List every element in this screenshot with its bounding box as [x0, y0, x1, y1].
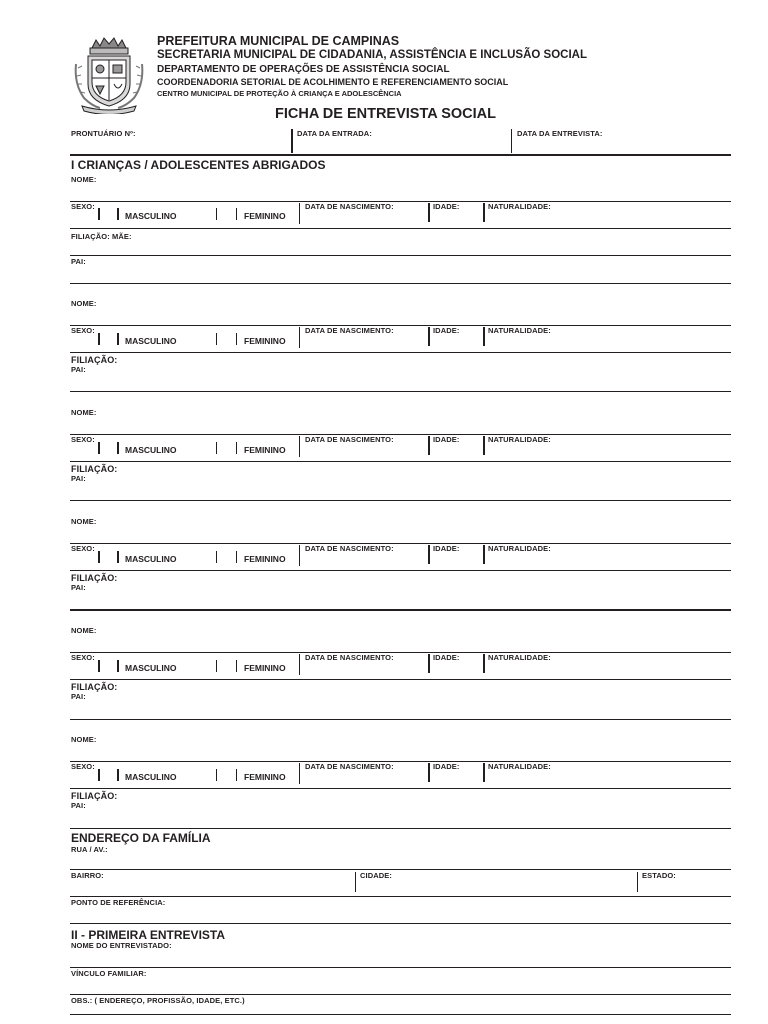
- naturalidade-label: NATURALIDADE:: [488, 544, 551, 553]
- divider: [299, 545, 300, 566]
- feminino-checkbox[interactable]: [236, 660, 237, 672]
- divider: [299, 203, 300, 224]
- feminino-checkbox[interactable]: [236, 769, 237, 781]
- idade-label: IDADE:: [433, 435, 460, 444]
- nome-label: NOME:: [71, 626, 97, 635]
- feminino-option: FEMININO: [244, 663, 286, 673]
- filiacao-label: FILIAÇÃO:: [71, 464, 118, 474]
- divider: [98, 769, 100, 781]
- pai-label: PAI:: [71, 365, 86, 374]
- naturalidade-label: NATURALIDADE:: [488, 762, 551, 771]
- masculino-option: MASCULINO: [125, 554, 177, 564]
- divider: [483, 545, 485, 564]
- nome-entrevistado-label: NOME DO ENTREVISTADO:: [71, 941, 172, 950]
- masculino-option: MASCULINO: [125, 211, 177, 221]
- divider: [299, 654, 300, 675]
- divider: [428, 763, 430, 782]
- divider: [98, 442, 100, 454]
- divider: [70, 154, 731, 156]
- divider: [299, 327, 300, 348]
- masculino-option: MASCULINO: [125, 336, 177, 346]
- masculino-checkbox[interactable]: [117, 769, 119, 781]
- form-title: FICHA DE ENTREVISTA SOCIAL: [275, 106, 496, 122]
- divider: [70, 391, 731, 392]
- divider: [216, 660, 217, 672]
- data-nascimento-label: DATA DE NASCIMENTO:: [305, 326, 394, 335]
- divider: [70, 570, 731, 571]
- divider: [70, 869, 731, 870]
- divider: [70, 679, 731, 680]
- sexo-label: SEXO:: [71, 435, 95, 444]
- rua-label: RUA / AV.:: [71, 845, 108, 854]
- bairro-label: BAIRRO:: [71, 871, 104, 880]
- divider: [70, 500, 731, 501]
- masculino-checkbox[interactable]: [117, 551, 119, 563]
- data-nascimento-label: DATA DE NASCIMENTO:: [305, 435, 394, 444]
- masculino-checkbox[interactable]: [117, 660, 119, 672]
- divider: [98, 333, 100, 345]
- pai-label: PAI:: [71, 692, 86, 701]
- masculino-checkbox[interactable]: [117, 333, 119, 345]
- data-nascimento-label: DATA DE NASCIMENTO:: [305, 202, 394, 211]
- masculino-option: MASCULINO: [125, 772, 177, 782]
- divider: [98, 551, 100, 563]
- sexo-label: SEXO:: [71, 653, 95, 662]
- idade-label: IDADE:: [433, 544, 460, 553]
- pai-label: PAI:: [71, 801, 86, 810]
- divider: [216, 769, 217, 781]
- divider: [98, 208, 100, 220]
- idade-label: IDADE:: [433, 202, 460, 211]
- divider: [299, 763, 300, 784]
- idade-label: IDADE:: [433, 653, 460, 662]
- divider: [428, 545, 430, 564]
- masculino-option: MASCULINO: [125, 445, 177, 455]
- naturalidade-label: NATURALIDADE:: [488, 326, 551, 335]
- divider: [70, 461, 731, 462]
- divider: [70, 434, 731, 435]
- divider: [70, 325, 731, 326]
- data-entrada-label: DATA DA ENTRADA:: [297, 129, 372, 138]
- feminino-checkbox[interactable]: [236, 442, 237, 454]
- divider: [70, 788, 731, 789]
- masculino-checkbox[interactable]: [117, 442, 119, 454]
- divider: [428, 436, 430, 455]
- divider: [291, 129, 293, 153]
- naturalidade-label: NATURALIDADE:: [488, 653, 551, 662]
- data-nascimento-label: DATA DE NASCIMENTO:: [305, 762, 394, 771]
- divider: [70, 201, 731, 202]
- divider: [70, 283, 731, 284]
- feminino-checkbox[interactable]: [236, 208, 237, 220]
- prontuario-label: PRONTUÁRIO Nº:: [71, 129, 136, 138]
- feminino-option: FEMININO: [244, 211, 286, 221]
- feminino-option: FEMININO: [244, 772, 286, 782]
- divider: [483, 327, 485, 346]
- divider: [70, 652, 731, 653]
- divider: [355, 872, 356, 892]
- divider: [98, 660, 100, 672]
- masculino-option: MASCULINO: [125, 663, 177, 673]
- divider: [70, 228, 731, 229]
- divider: [483, 203, 485, 222]
- nome-label: NOME:: [71, 299, 97, 308]
- data-nascimento-label: DATA DE NASCIMENTO:: [305, 544, 394, 553]
- sexo-label: SEXO:: [71, 202, 95, 211]
- divider: [70, 994, 731, 995]
- filiacao-mae-label: FILIAÇÃO: MÃE:: [71, 232, 132, 241]
- nome-label: NOME:: [71, 175, 97, 184]
- divider: [428, 203, 430, 222]
- idade-label: IDADE:: [433, 326, 460, 335]
- pai-label: PAI:: [71, 583, 86, 592]
- divider: [637, 872, 638, 892]
- divider: [216, 551, 217, 563]
- header-line-1: PREFEITURA MUNICIPAL DE CAMPINAS: [157, 34, 400, 48]
- divider: [70, 761, 731, 762]
- filiacao-label: FILIAÇÃO:: [71, 682, 118, 692]
- divider: [70, 923, 731, 924]
- header-line-2: SECRETARIA MUNICIPAL DE CIDADANIA, ASSISTÊNCIA E INCLUSÃO SOCIAL: [157, 49, 587, 61]
- section-endereco-title: ENDEREÇO DA FAMÍLIA: [71, 831, 211, 845]
- idade-label: IDADE:: [433, 762, 460, 771]
- feminino-option: FEMININO: [244, 336, 286, 346]
- sexo-label: SEXO:: [71, 326, 95, 335]
- divider: [511, 129, 512, 153]
- divider: [70, 352, 731, 353]
- divider: [483, 436, 485, 455]
- header-line-3: DEPARTAMENTO DE OPERAÇÕES DE ASSISTÊNCIA SOCIAL: [157, 64, 450, 75]
- feminino-option: FEMININO: [244, 554, 286, 564]
- divider: [70, 609, 731, 611]
- masculino-checkbox[interactable]: [117, 208, 119, 220]
- data-entrevista-label: DATA DA ENTREVISTA:: [517, 129, 603, 138]
- obs-label: OBS.: ( ENDEREÇO, PROFISSÃO, IDADE, ETC.): [71, 996, 245, 1005]
- filiacao-label: FILIAÇÃO:: [71, 791, 118, 801]
- filiacao-label: FILIAÇÃO:: [71, 355, 118, 365]
- divider: [70, 896, 731, 897]
- ponto-referencia-label: PONTO DE REFERÊNCIA:: [71, 898, 166, 907]
- divider: [428, 327, 430, 346]
- pai-label: PAI:: [71, 257, 86, 266]
- feminino-checkbox[interactable]: [236, 551, 237, 563]
- cidade-label: CIDADE:: [360, 871, 392, 880]
- nome-label: NOME:: [71, 735, 97, 744]
- pai-label: PAI:: [71, 474, 86, 483]
- nome-label: NOME:: [71, 517, 97, 526]
- divider: [483, 763, 485, 782]
- divider: [70, 719, 731, 720]
- naturalidade-label: NATURALIDADE:: [488, 202, 551, 211]
- section-entrevista-title: II - PRIMEIRA ENTREVISTA: [71, 928, 226, 942]
- divider: [299, 436, 300, 457]
- divider: [70, 1014, 731, 1015]
- section-criancas-title: I CRIANÇAS / ADOLESCENTES ABRIGADOS: [71, 158, 326, 172]
- sexo-label: SEXO:: [71, 762, 95, 771]
- divider: [428, 654, 430, 673]
- estado-label: ESTADO:: [642, 871, 676, 880]
- divider: [216, 333, 217, 345]
- divider: [483, 654, 485, 673]
- divider: [70, 255, 731, 256]
- divider: [70, 828, 731, 829]
- vinculo-familiar-label: VÍNCULO FAMILIAR:: [71, 969, 147, 978]
- divider: [216, 208, 217, 220]
- header-line-4: COORDENADORIA SETORIAL DE ACOLHIMENTO E REFERENCIAMENTO SOCIAL: [157, 77, 509, 87]
- divider: [70, 543, 731, 544]
- feminino-option: FEMININO: [244, 445, 286, 455]
- sexo-label: SEXO:: [71, 544, 95, 553]
- coat-of-arms-icon: [70, 34, 148, 114]
- divider: [216, 442, 217, 454]
- filiacao-label: FILIAÇÃO:: [71, 573, 118, 583]
- nome-label: NOME:: [71, 408, 97, 417]
- header-line-5: CENTRO MUNICIPAL DE PROTEÇÃO À CRIANÇA E ADOLESCÊNCIA: [157, 89, 402, 98]
- feminino-checkbox[interactable]: [236, 333, 237, 345]
- data-nascimento-label: DATA DE NASCIMENTO:: [305, 653, 394, 662]
- divider: [70, 967, 731, 968]
- naturalidade-label: NATURALIDADE:: [488, 435, 551, 444]
